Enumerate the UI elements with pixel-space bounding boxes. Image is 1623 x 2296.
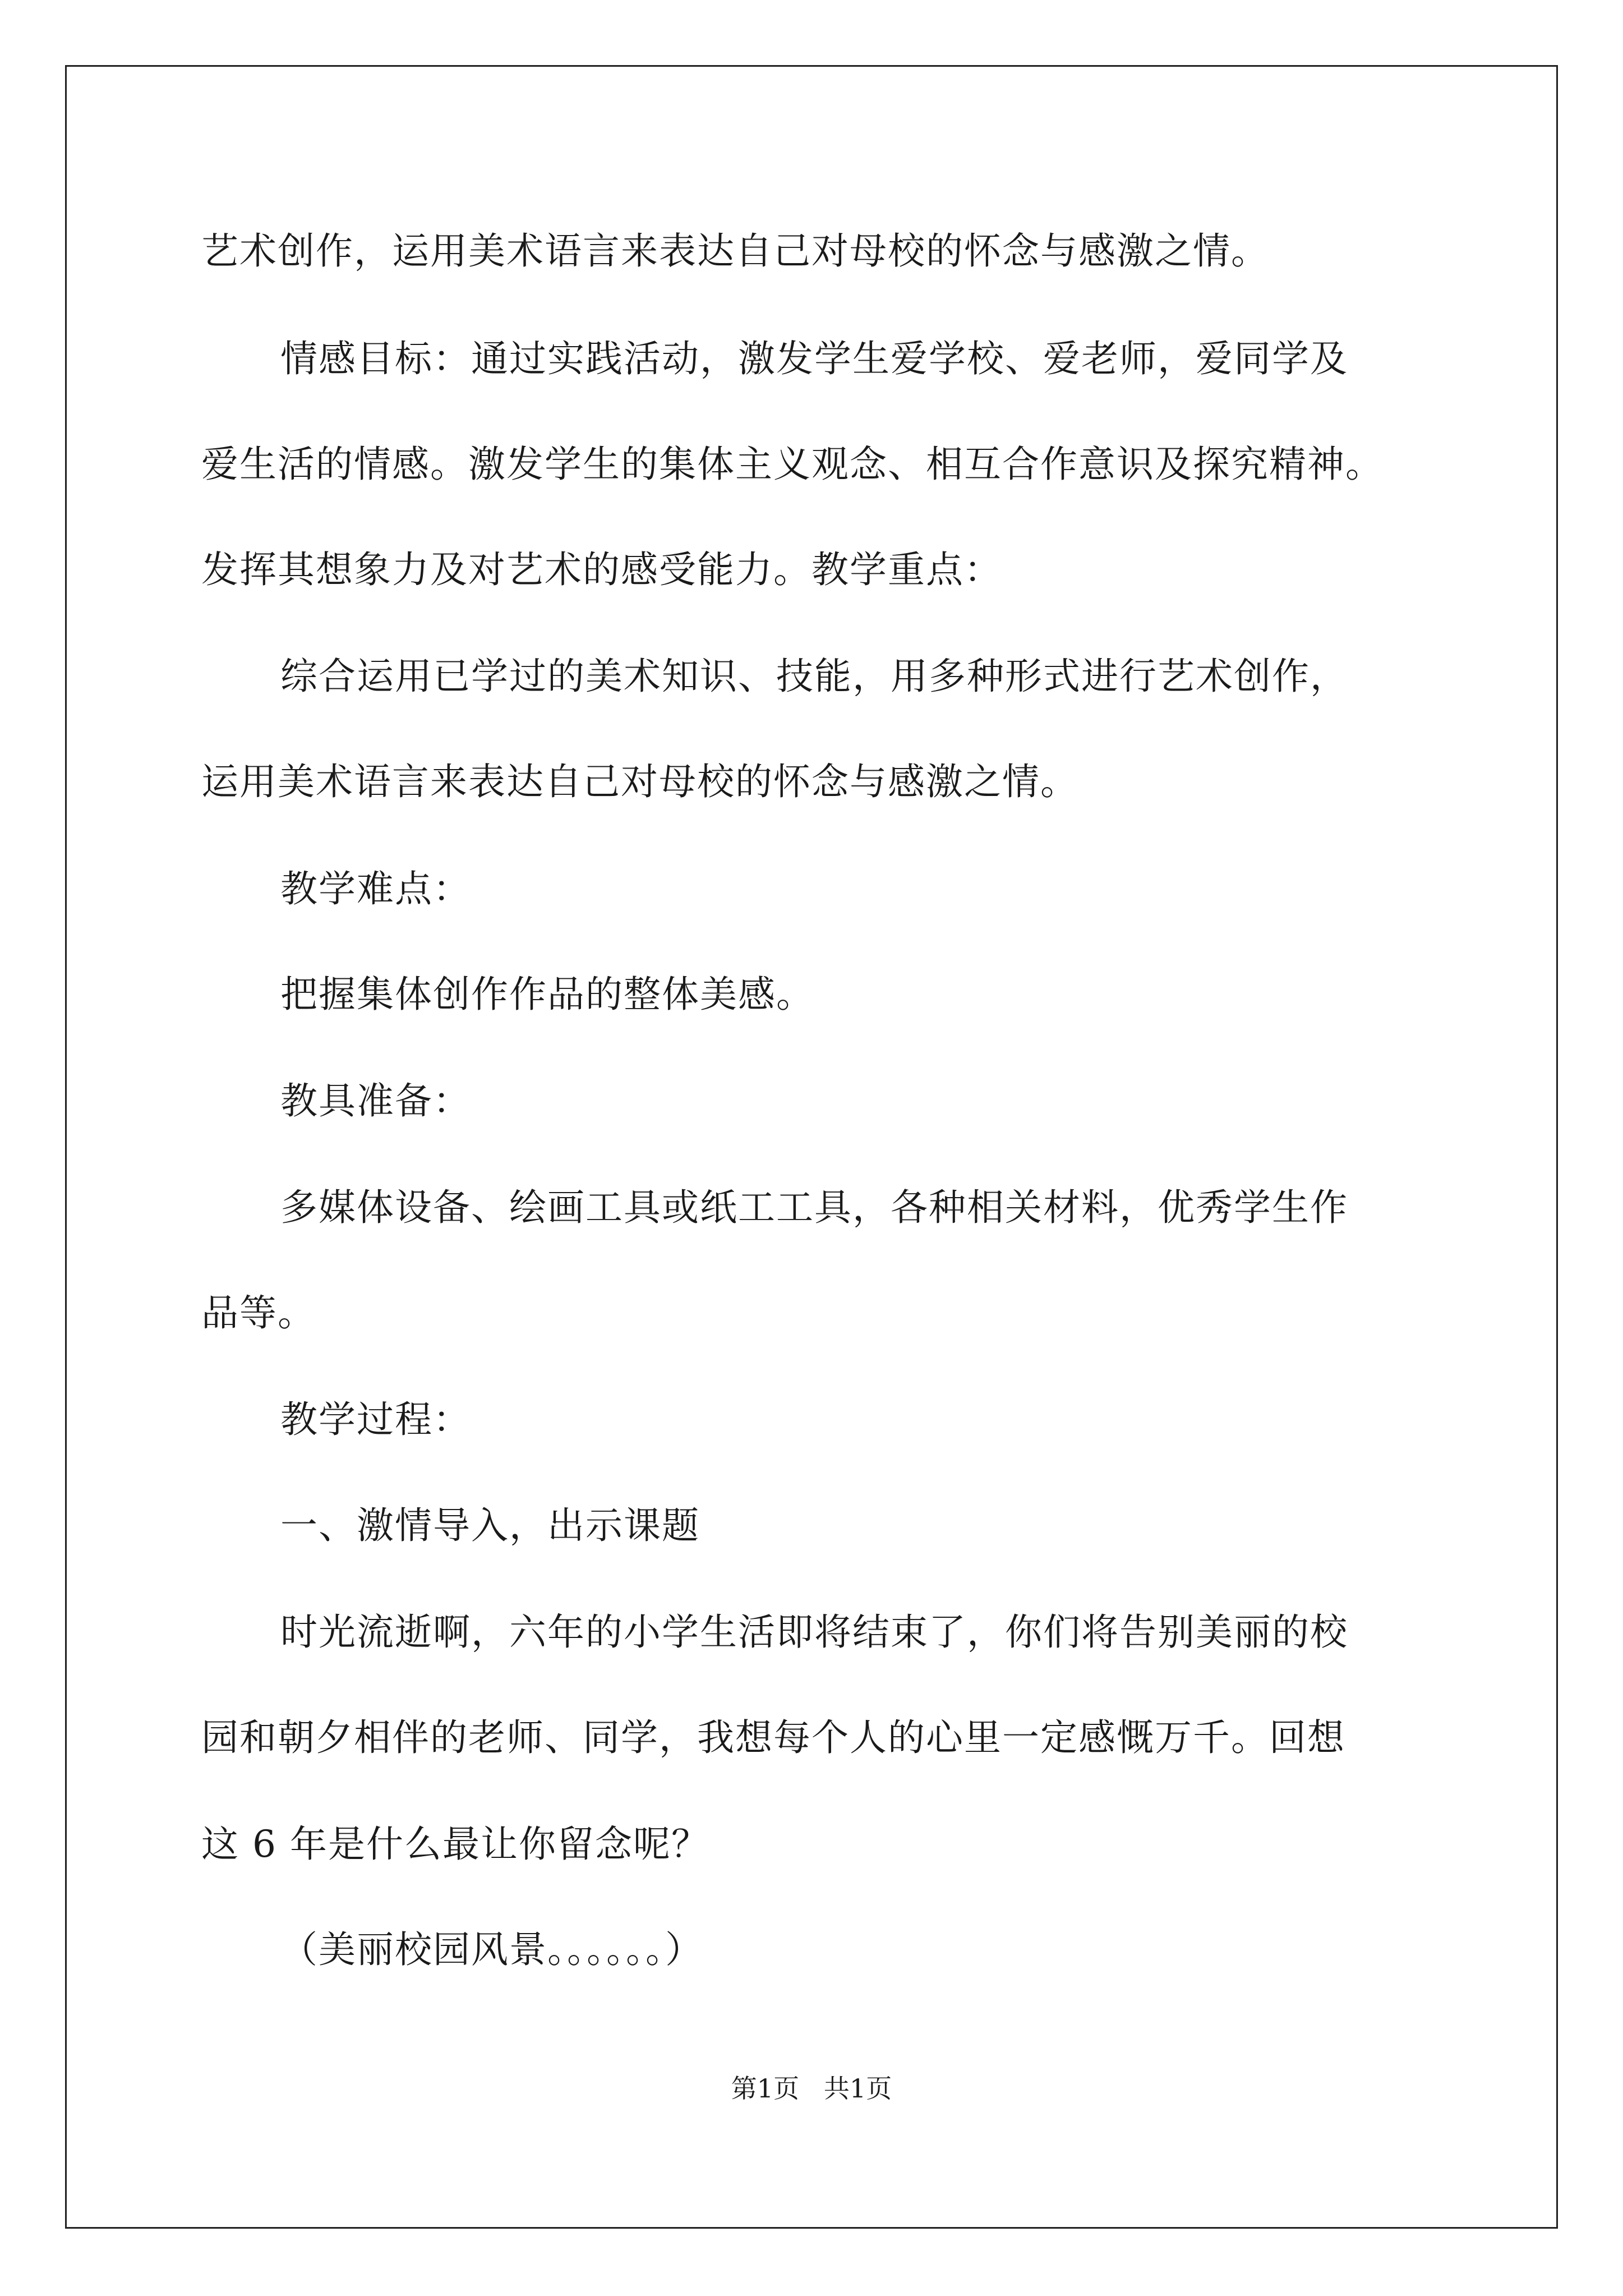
text-line-13: 一、激情导入，出示课题 [280,1504,700,1547]
text-line-17: （美丽校园风景。。。。。。） [280,1928,703,1971]
page-border [65,65,1558,2229]
text-line-11: 品等。 [201,1291,316,1335]
text-line-9: 教具准备： [280,1079,471,1122]
text-line-5: 综合运用已学过的美术知识、技能，用多种形式进行艺术创作， [280,655,1348,698]
text-line-1: 艺术创作，运用美术语言来表达自己对母校的怀念与感激之情。 [201,229,1269,273]
text-line-15: 园和朝夕相伴的老师、同学，我想每个人的心里一定感慨万千。回想 [201,1716,1345,1759]
text-line-6: 运用美术语言来表达自己对母校的怀念与感激之情。 [201,760,1078,803]
text-line-4: 发挥其想象力及对艺术的感受能力。教学重点： [201,548,1002,591]
page-footer: 第1页 共1页 [731,2073,892,2104]
text-line-14: 时光流逝啊，六年的小学生活即将结束了，你们将告别美丽的校 [280,1611,1348,1654]
text-line-16: 这 6 年是什么最让你留念呢？ [201,1823,709,1866]
text-line-7: 教学难点： [280,867,471,910]
text-line-8: 把握集体创作作品的整体美感。 [280,973,814,1016]
text-line-10: 多媒体设备、绘画工具或纸工工具，各种相关材料，优秀学生作 [280,1186,1348,1229]
text-line-3: 爱生活的情感。激发学生的集体主义观念、相互合作意识及探究精神。 [201,443,1384,486]
text-line-2: 情感目标：通过实践活动，激发学生爱学校、爱老师，爱同学及 [280,337,1348,380]
text-line-12: 教学过程： [280,1398,471,1441]
